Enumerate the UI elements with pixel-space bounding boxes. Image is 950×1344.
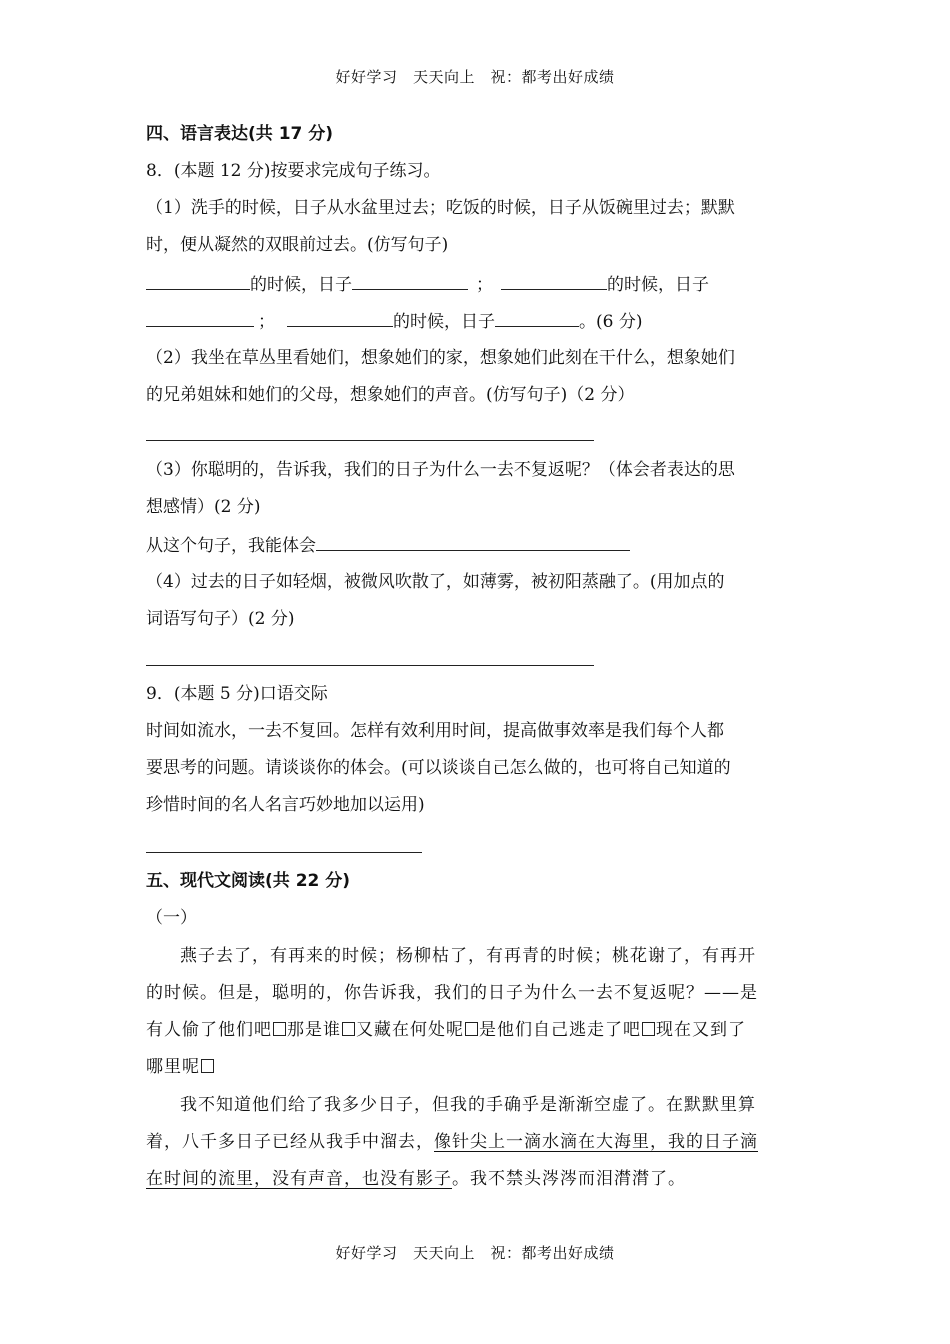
answer-blank[interactable] <box>501 271 607 290</box>
fill-text: 。(6 分) <box>579 312 643 332</box>
section-5-title: 五、现代文阅读(共 22 分) <box>146 871 351 891</box>
q8-part4-line1: （4）过去的日子如轻烟，被微风吹散了，如薄雾，被初阳蒸融了。(用加点的 <box>146 572 725 592</box>
q9-stem: 9．(本题 5 分)口语交际 <box>146 684 328 704</box>
answer-line[interactable] <box>146 665 594 666</box>
answer-line[interactable] <box>146 852 422 853</box>
passage-para2-line1: 我不知道他们给了我多少日子，但我的手确乎是渐渐空虚了。在默默里算 <box>180 1095 756 1115</box>
underlined-sentence: 像针尖上一滴水滴在大海里，我的日子滴 <box>434 1132 758 1152</box>
passage-para1-line1: 燕子去了，有再来的时候；杨柳枯了，有再青的时候；桃花谢了，有再开 <box>180 946 756 966</box>
punctuation-blank-box[interactable] <box>642 1022 655 1036</box>
q8-stem: 8．(本题 12 分)按要求完成句子练习。 <box>146 161 441 181</box>
answer-blank[interactable] <box>352 271 468 290</box>
answer-blank[interactable] <box>146 271 250 290</box>
prompt-text: 从这个句子，我能体会 <box>146 536 316 556</box>
passage-text: 哪里呢 <box>146 1057 200 1077</box>
q8-part1-fill-row1 <box>146 271 709 297</box>
fill-text: 的时候，日子 <box>607 275 709 295</box>
passage-text: 那是谁 <box>287 1020 341 1040</box>
q8-part1-fill-row2 <box>146 308 642 334</box>
q9-line1: 时间如流水，一去不复回。怎样有效利用时间，提高做事效率是我们每个人都 <box>146 721 724 741</box>
fill-text: ； <box>258 312 275 332</box>
q9-line3: 珍惜时间的名人名言巧妙地加以运用) <box>146 795 425 815</box>
punctuation-blank-box[interactable] <box>273 1022 286 1036</box>
page-header: 好好学习 天天向上 祝：都考出好成绩 <box>335 68 615 86</box>
passage-para1-line3 <box>146 1018 746 1042</box>
section-5-subtitle: （一） <box>146 908 197 928</box>
passage-text: 。我不禁头涔涔而泪潸潸了。 <box>452 1169 686 1189</box>
q8-part2-line2: 的兄弟姐妹和她们的父母，想象她们的声音。(仿写句子)（2 分） <box>146 385 635 405</box>
passage-para2-line2 <box>146 1130 758 1154</box>
passage-text: 又藏在何处呢 <box>356 1020 464 1040</box>
q8-part3-line1: （3）你聪明的，告诉我，我们的日子为什么一去不复返呢？（体会者表达的思 <box>146 460 735 480</box>
fill-text: ； <box>476 275 493 295</box>
fill-text: 的时候，日子 <box>393 312 495 332</box>
punctuation-blank-box[interactable] <box>342 1022 355 1036</box>
passage-para1-line2: 的时候。但是，聪明的，你告诉我，我们的日子为什么一去不复返呢？——是 <box>146 983 758 1003</box>
passage-text: 现在又到了 <box>656 1020 746 1040</box>
q9-line2: 要思考的问题。请谈谈你的体会。(可以谈谈自己怎么做的，也可将自己知道的 <box>146 758 731 778</box>
q8-part3-line3 <box>146 532 630 558</box>
passage-text: 有人偷了他们吧 <box>146 1020 272 1040</box>
passage-text: 着，八千多日子已经从我手中溜去， <box>146 1132 434 1152</box>
q8-part1-line1: （1）洗手的时候，日子从水盆里过去；吃饭的时候，日子从饭碗里过去；默默 <box>146 198 735 218</box>
answer-blank[interactable] <box>146 308 254 327</box>
q8-part3-line2: 想感情）(2 分) <box>146 497 261 517</box>
page-footer: 好好学习 天天向上 祝：都考出好成绩 <box>335 1244 615 1262</box>
answer-blank[interactable] <box>316 532 630 551</box>
passage-para1-line4 <box>146 1055 215 1079</box>
q8-part1-line2: 时，便从凝然的双眼前过去。(仿写句子) <box>146 235 449 255</box>
punctuation-blank-box[interactable] <box>465 1022 478 1036</box>
passage-para2-line3 <box>146 1167 686 1191</box>
answer-line[interactable] <box>146 440 594 441</box>
answer-blank[interactable] <box>287 308 393 327</box>
passage-text: 是他们自己逃走了吧 <box>479 1020 641 1040</box>
section-4-title: 四、语言表达(共 17 分) <box>146 124 334 144</box>
answer-blank[interactable] <box>495 308 579 327</box>
underlined-sentence: 在时间的流里，没有声音，也没有影子 <box>146 1169 452 1189</box>
q8-part4-line2: 词语写句子）(2 分) <box>146 609 295 629</box>
fill-text: 的时候，日子 <box>250 275 352 295</box>
punctuation-blank-box[interactable] <box>201 1059 214 1073</box>
q8-part2-line1: （2）我坐在草丛里看她们，想象她们的家，想象她们此刻在干什么，想象她们 <box>146 348 735 368</box>
